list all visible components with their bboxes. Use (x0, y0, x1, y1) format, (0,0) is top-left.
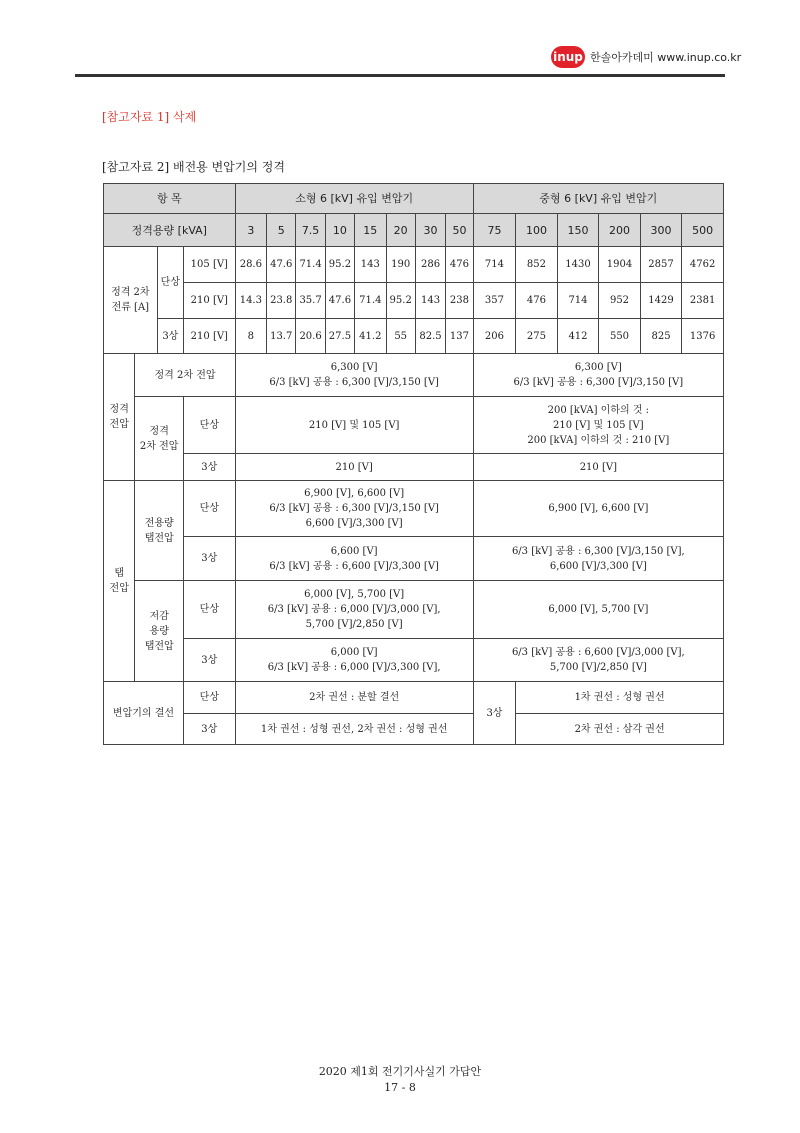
rated-secondary-voltage-split: 정격 2차 전압 (135, 397, 184, 481)
current-value: 71.4 (296, 247, 325, 283)
current-value: 28.6 (235, 247, 266, 283)
rated-voltage-label: 정격 전압 (104, 354, 135, 481)
reference-1-deleted: [참고자료 1] 삭제 (102, 110, 197, 124)
current-value: 476 (516, 283, 558, 319)
full-tap-three-small: 6,600 [V] 6/3 [kV] 공용 : 6,600 [V]/3,300 [V] (235, 537, 473, 581)
capacity-cell: 75 (473, 214, 516, 247)
single-phase-label: 단상 (184, 397, 236, 454)
three-phase-label: 3상 (184, 454, 236, 481)
three-phase-label: 3상 (184, 639, 236, 682)
current-value: 1429 (640, 283, 682, 319)
site-url: www.inup.co.kr (657, 51, 742, 64)
current-value: 206 (473, 319, 516, 354)
current-value: 137 (446, 319, 473, 354)
current-value: 286 (415, 247, 445, 283)
current-value: 550 (599, 319, 641, 354)
rated-secondary-voltage-label: 정격 2차 전압 (135, 354, 235, 397)
single-phase-label: 단상 (184, 481, 236, 537)
current-value: 23.8 (267, 283, 296, 319)
capacity-cell: 3 (235, 214, 266, 247)
current-value: 238 (446, 283, 473, 319)
page-number: 17 - 8 (384, 1081, 416, 1094)
current-value: 190 (386, 247, 415, 283)
current-value: 20.6 (296, 319, 325, 354)
current-value: 143 (355, 247, 386, 283)
current-value: 71.4 (355, 283, 386, 319)
current-value: 47.6 (325, 283, 354, 319)
reference-2-title: [참고자료 2] 배전용 변압기의 정격 (102, 160, 285, 174)
current-value: 55 (386, 319, 415, 354)
current-value: 95.2 (386, 283, 415, 319)
secondary-voltage-three-small: 210 [V] (235, 454, 473, 481)
connection-three-small: 1차 권선 : 성형 권선, 2차 권선 : 성형 권선 (235, 714, 473, 745)
capacity-cell: 300 (640, 214, 682, 247)
inup-logo: inup (551, 46, 585, 68)
rated-voltage-small: 6,300 [V] 6/3 [kV] 공용 : 6,300 [V]/3,150 [V] (235, 354, 473, 397)
capacity-cell: 10 (325, 214, 354, 247)
secondary-current-label: 정격 2차 전류 [A] (104, 247, 158, 354)
secondary-voltage-single-small: 210 [V] 및 105 [V] (235, 397, 473, 454)
current-value: 41.2 (355, 319, 386, 354)
rated-voltage-medium: 6,300 [V] 6/3 [kV] 공용 : 6,300 [V]/3,150 [V] (473, 354, 723, 397)
voltage-label: 105 [V] (184, 247, 236, 283)
full-tap-three-medium: 6/3 [kV] 공용 : 6,300 [V]/3,150 [V], 6,600 [V]/3,300 [V] (473, 537, 723, 581)
secondary-voltage-single-medium: 200 [kVA] 이하의 것 : 210 [V] 및 105 [V] 200 [kVA] 이하의 것 : 210 [V] (473, 397, 723, 454)
capacity-cell: 5 (267, 214, 296, 247)
current-value: 143 (415, 283, 445, 319)
reduced-tap-single-small: 6,000 [V], 5,700 [V] 6/3 [kV] 공용 : 6,000 [V]/3,000 [V], 5,700 [V]/2,850 [V] (235, 581, 473, 639)
connection-single-small: 2차 권선 : 분할 결선 (235, 682, 473, 714)
connection-medium-primary: 1차 권선 : 성형 권선 (516, 682, 724, 714)
single-phase-label: 단상 (157, 247, 183, 319)
capacity-cell: 200 (599, 214, 641, 247)
capacity-cell: 150 (557, 214, 599, 247)
current-value: 275 (516, 319, 558, 354)
medium-transformer-header: 중형 6 [kV] 유입 변압기 (473, 184, 723, 214)
capacity-cell: 50 (446, 214, 473, 247)
current-value: 357 (473, 283, 516, 319)
current-value: 412 (557, 319, 599, 354)
current-value: 14.3 (235, 283, 266, 319)
tap-voltage-label: 탭 전압 (104, 481, 135, 682)
current-value: 35.7 (296, 283, 325, 319)
capacity-cell: 100 (516, 214, 558, 247)
full-tap-single-small: 6,900 [V], 6,600 [V] 6/3 [kV] 공용 : 6,300 [V]/3,150 [V] 6,600 [V]/3,300 [V] (235, 481, 473, 537)
current-value: 714 (473, 247, 516, 283)
connection-label: 변압기의 결선 (104, 682, 184, 745)
item-header: 항 목 (104, 184, 236, 214)
single-phase-label: 단상 (184, 581, 236, 639)
footer-title: 2020 제1회 전기기사실기 가답안 (318, 1065, 482, 1078)
connection-medium-secondary: 2차 권선 : 삼각 권선 (516, 714, 724, 745)
current-value: 476 (446, 247, 473, 283)
current-value: 82.5 (415, 319, 445, 354)
current-value: 1904 (599, 247, 641, 283)
single-phase-label: 단상 (184, 682, 236, 714)
connection-medium-phase: 3상 (473, 682, 516, 745)
small-transformer-header: 소형 6 [kV] 유입 변압기 (235, 184, 473, 214)
full-tap-single-medium: 6,900 [V], 6,600 [V] (473, 481, 723, 537)
capacity-cell: 30 (415, 214, 445, 247)
current-value: 47.6 (267, 247, 296, 283)
secondary-voltage-three-medium: 210 [V] (473, 454, 723, 481)
current-value: 714 (557, 283, 599, 319)
capacity-cell: 20 (386, 214, 415, 247)
three-phase-label: 3상 (157, 319, 183, 354)
current-value: 852 (516, 247, 558, 283)
brand-name: 한솔아카데미 (590, 51, 654, 64)
current-value: 2381 (682, 283, 724, 319)
transformer-rating-table (103, 183, 724, 745)
capacity-cell: 15 (355, 214, 386, 247)
voltage-label: 210 [V] (184, 319, 236, 354)
current-value: 95.2 (325, 247, 354, 283)
current-value: 952 (599, 283, 641, 319)
reduced-capacity-tap-label: 저감 용량 탭전압 (135, 581, 184, 682)
reduced-tap-three-small: 6,000 [V] 6/3 [kV] 공용 : 6,000 [V]/3,300 [V], (235, 639, 473, 682)
capacity-cell: 7.5 (296, 214, 325, 247)
capacity-label: 정격용량 [kVA] (104, 214, 236, 247)
current-value: 13.7 (267, 319, 296, 354)
capacity-cell: 500 (682, 214, 724, 247)
header-rule (75, 74, 725, 77)
current-value: 1430 (557, 247, 599, 283)
header-brand (590, 49, 741, 65)
three-phase-label: 3상 (184, 714, 236, 745)
current-value: 2857 (640, 247, 682, 283)
reduced-tap-three-medium: 6/3 [kV] 공용 : 6,600 [V]/3,000 [V], 5,700 [V]/2,850 [V] (473, 639, 723, 682)
voltage-label: 210 [V] (184, 283, 236, 319)
current-value: 8 (235, 319, 266, 354)
current-value: 1376 (682, 319, 724, 354)
current-value: 27.5 (325, 319, 354, 354)
current-value: 825 (640, 319, 682, 354)
reduced-tap-single-medium: 6,000 [V], 5,700 [V] (473, 581, 723, 639)
three-phase-label: 3상 (184, 537, 236, 581)
full-capacity-tap-label: 전용량 탭전압 (135, 481, 184, 581)
current-value: 4762 (682, 247, 724, 283)
